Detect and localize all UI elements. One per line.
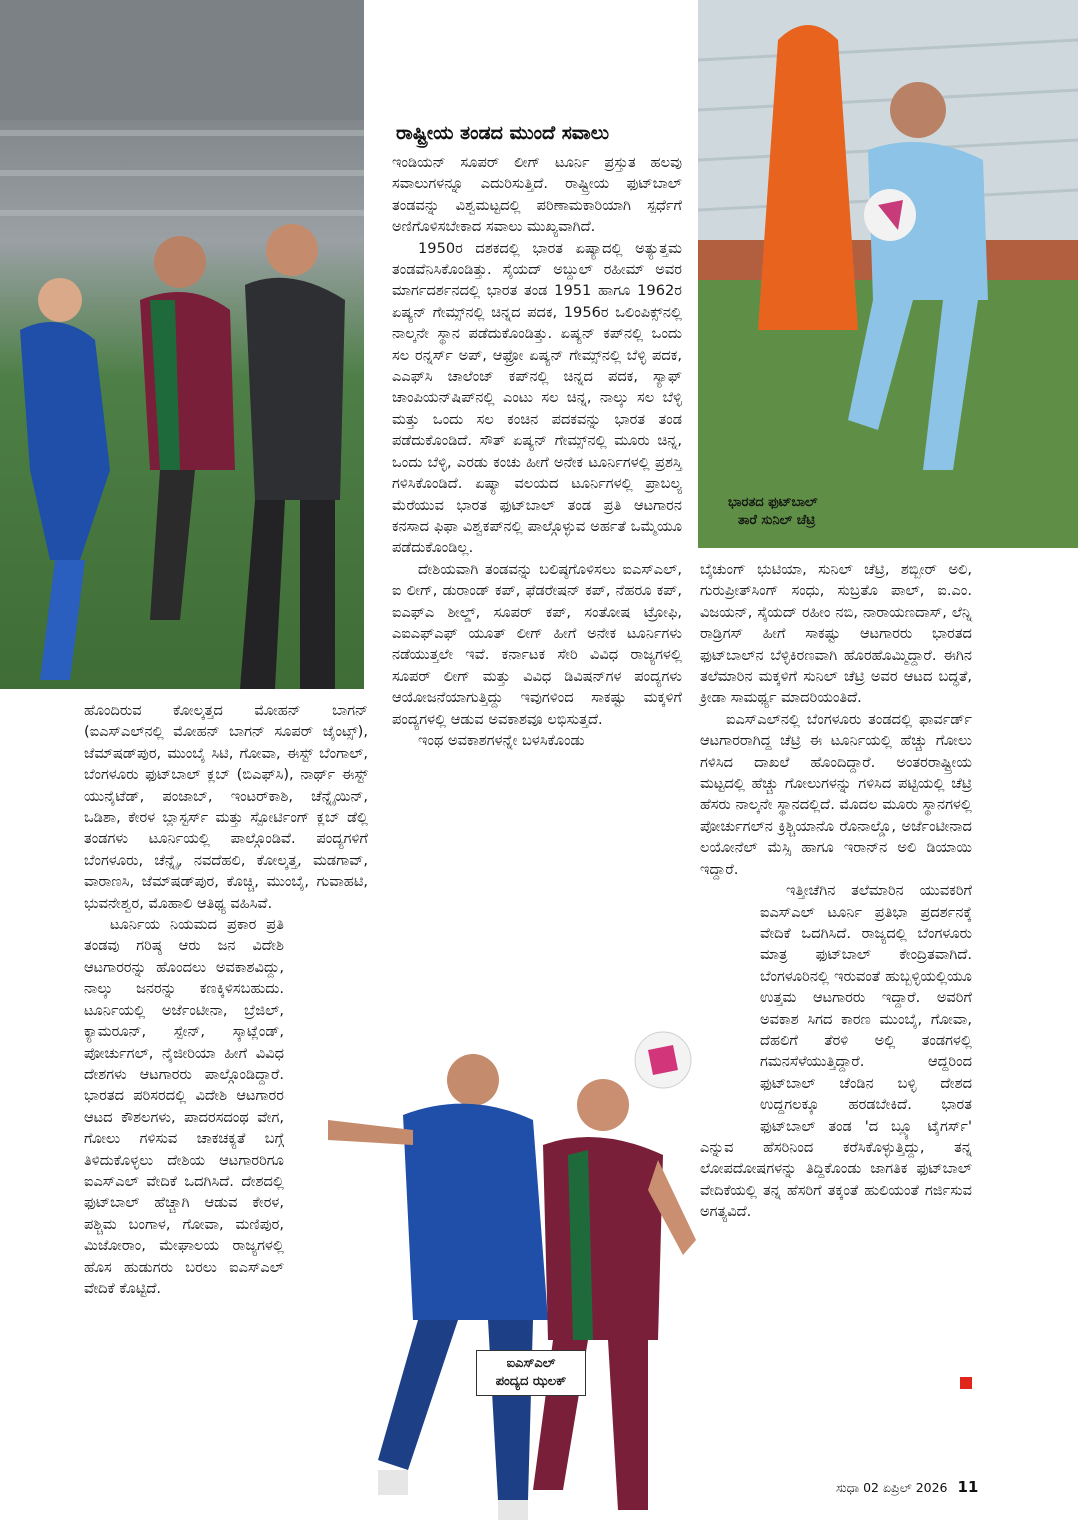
article-end-mark — [960, 1377, 972, 1389]
footer-publication: ಸುಧಾ 02 ಏಪ್ರಿಲ್ 2026 — [836, 1480, 948, 1495]
paragraph: ಹೊಂದಿರುವ ಕೋಲ್ಕತ್ತದ ಮೋಹನ್ ಬಾಗನ್ (ಐಎಸ್‌ಎಲ್‌ನಲ್ಲಿ ಮೋಹನ್ ಬಾಗನ್ ಸೂಪರ್ ಜೈಂಟ್ಸ್), ಜೆಮ್‌ಷಡ್‌ಪುರ, ಮುಂಬೈ ಸಿಟಿ, ಗೋವಾ, ಈಸ್ಟ್ ಬೆಂಗಾಲ್, ಬೆಂಗಳೂರು ಫುಟ್‌ಬಾಲ್ ಕ್ಲಬ್ (ಬಿಎಫ್‌ಸಿ), ನಾರ್ಥ್ ಈಸ್ಟ್ ಯುನೈಟೆಡ್, ಪಂಜಾಬ್, ಇಂಟರ್‌ಕಾಶಿ, ಚೆನ್ನೈಯಿನ್, ಒಡಿಶಾ, ಕೇರಳ ಬ್ಲಾಸ್ಟರ್ಸ್ ಮತ್ತು ಸ್ಪೋರ್ಟಿಂಗ್ ಕ್ಲಬ್ ಡೆಲ್ಲಿ ತಂಡಗಳು ಟೂರ್ನಿಯಲ್ಲಿ ಪಾಲ್ಗೊಂಡಿವೆ. ಪಂದ್ಯಗಳಿಗೆ ಬೆಂಗಳೂರು, ಚೆನ್ನೈ, ನವದೆಹಲಿ, ಕೋಲ್ಕತ್ತ, ಮಡಗಾವ್, ವಾರಾಣಸಿ, ಜೆಮ್‌ಷಡ್‌ಪುರ, ಕೊಚ್ಚಿ, ಮುಂಬೈ, ಗುವಾಹಟಿ, ಭುವನೇಶ್ವರ, ಮೊಹಾಲಿ ಆತಿಥ್ಯ ವಹಿಸಿವೆ. — [84, 702, 368, 912]
paragraph: ಬೈಚುಂಗ್ ಭುಟಿಯಾ, ಸುನಿಲ್ ಚೆಟ್ರಿ, ಶಬ್ಬೀರ್ ಅಲಿ, ಗುರುಪ್ರೀತ್‌ಸಿಂಗ್ ಸಂಧು, ಸುಬ್ರತೊ ಪಾಲ್, ಐ.ಎಂ. ವಿಜಯನ್, ಸೈಯದ್ ರಹೀಂ ನಬಿ, ನಾರಾಯಣದಾಸ್, ಲೆನ್ನಿ ರಾಡ್ರಿಗಸ್ ಹೀಗೆ ಸಾಕಷ್ಟು ಆಟಗಾರರು ಭಾರತದ ಫುಟ್‌ಬಾಲ್‌ನ ಬೆಳ್ಳಿಕಿರಣವಾಗಿ ಹೊರಹೊಮ್ಮಿದ್ದಾರೆ. ಈಗಿನ ತಲೆಮಾರಿನ ಮಕ್ಕಳಿಗೆ ಸುನಿಲ್ ಚೆಟ್ರಿ ಅವರ ಆಟದ ಬದ್ಧತೆ, ಕ್ರೀಡಾ ಸಾಮರ್ಥ್ಯ ಮಾದರಿಯಂತಿದೆ. — [700, 561, 972, 707]
chhetri-photo — [698, 0, 1078, 548]
section-heading: ರಾಷ್ಟ್ರೀಯ ತಂಡದ ಮುಂದೆ ಸವಾಲು — [396, 122, 610, 144]
paragraph: ದೇಶಿಯವಾಗಿ ತಂಡವನ್ನು ಬಲಿಷ್ಠಗೊಳಿಸಲು ಐಎಸ್‌ಎಲ್, ಐ ಲೀಗ್, ಡುರಾಂಡ್ ಕಪ್, ಫೆಡರೇಷನ್ ಕಪ್, ನೆಹರೂ ಕಪ್, ಐಎಫ್‌ಎ ಶೀಲ್ಡ್, ಸೂಪರ್ ಕಪ್, ಸಂತೋಷ ಟ್ರೋಫಿ, ಎಐಎಫ್‌ಎಫ್ ಯೂತ್ ಲೀಗ್ ಹೀಗೆ ಅನೇಕ ಟೂರ್ನಿಗಳು ನಡೆಯುತ್ತಲೇ ಇವೆ. ಕರ್ನಾಟಕ ಸೇರಿ ವಿವಿಧ ರಾಜ್ಯಗಳಲ್ಲಿ ಸೂಪರ್ ಲೀಗ್ ಮತ್ತು ವಿವಿಧ ಡಿವಿಷನ್‌ಗಳ ಪಂದ್ಯಗಳು ಆಯೋಜನೆಯಾಗುತ್ತಿದ್ದು ಇವುಗಳಿಂದ ಸಾಕಷ್ಟು ಮಕ್ಕಳಿಗೆ ಪಂದ್ಯಗಳಲ್ಲಿ ಆಡುವ ಅವಕಾಶವೂ ಲಭಿಸುತ್ತದೆ. — [392, 560, 682, 728]
caption-line: ತಾರೆ ಸುನಿಲ್ ಚೆಟ್ರಿ — [738, 513, 816, 528]
caption-line: ಐಎಸ್‌ಎಲ್ — [506, 1356, 556, 1371]
paragraph: ಇತ್ತೀಚೆಗಿನ ತಲೆಮಾರಿನ ಯುವಕರಿಗೆ ಐಎಸ್‌ಎಲ್ ಟೂರ್ನಿ ಪ್ರತಿಭಾ ಪ್ರದರ್ಶನಕ್ಕೆ ವೇದಿಕೆ ಒದಗಿಸಿದೆ. ರಾಜ್ಯದಲ್ಲಿ ಬೆಂಗಳೂರು ಮಾತ್ರ ಫುಟ್‌ಬಾಲ್ ಕೇಂದ್ರಿತವಾಗಿದೆ. ಬೆಂಗಳೂರಿನಲ್ಲಿ ಇರುವಂತೆ ಹುಬ್ಬಳ್ಳಿಯಲ್ಲಿಯೂ ಉತ್ತಮ ಆಟಗಾರರು ಇದ್ದಾರೆ. ಅವರಿಗೆ ಅವಕಾಶ ಸಿಗದ ಕಾರಣ ಮುಂಬೈ, ಗೋವಾ, ದೆಹಲಿಗೆ ತೆರಳಿ ಅಲ್ಲಿ ತಂಡಗಳಲ್ಲಿ ಗಮನಸೆಳೆಯುತ್ತಿದ್ದಾರೆ. ಆದ್ದರಿಂದ ಫುಟ್‌ಬಾಲ್ ಚೆಂಡಿನ ಬಳ್ಳಿ ದೇಶದ ಉದ್ದಗಲಕ್ಕೂ ಹರಡಬೇಕಿದೆ. ಭಾರತ ಫುಟ್‌ಬಾಲ್ ತಂಡ 'ದ ಬ್ಲ್ಯೂ ಟೈಗರ್ಸ್' ಎನ್ನುವ ಹೆಸರಿನಿಂದ ಕರೆಸಿಕೊಳ್ಳುತ್ತಿದ್ದು, ತನ್ನ ಲೋಪದೋಷಗಳನ್ನು ತಿದ್ದಿಕೊಂಡು ಜಾಗತಿಕ ಫುಟ್‌ಬಾಲ್ ವೇದಿಕೆಯಲ್ಲಿ ತನ್ನ ಹೆಸರಿಗೆ ತಕ್ಕಂತೆ ಹುಲಿಯಂತೆ ಗರ್ಜಿಸುವ ಅಗತ್ಯವಿದೆ. — [700, 882, 972, 1221]
caption-line: ಪಂದ್ಯದ ಝಲಕ್ — [495, 1374, 567, 1389]
article-column-middle — [392, 152, 682, 751]
paragraph: ಐಎಸ್‌ಎಲ್‌ನಲ್ಲಿ ಬೆಂಗಳೂರು ತಂಡದಲ್ಲಿ ಫಾರ್ವರ್ಡ್ ಆಟಗಾರರಾಗಿದ್ದ ಚೆಟ್ರಿ ಈ ಟೂರ್ನಿಯಲ್ಲಿ ಹೆಚ್ಚು ಗೋಲು ಗಳಿಸಿದ ದಾಖಲೆ ಹೊಂದಿದ್ದಾರೆ. ಅಂತರರಾಷ್ಟ್ರೀಯ ಮಟ್ಟದಲ್ಲಿ ಹೆಚ್ಚು ಗೋಲುಗಳನ್ನು ಗಳಿಸಿದ ಪಟ್ಟಿಯಲ್ಲಿ ಚೆಟ್ರಿ ಹೆಸರು ನಾಲ್ಕನೇ ಸ್ಥಾನದಲ್ಲಿದೆ. ಮೊದಲ ಮೂರು ಸ್ಥಾನಗಳಲ್ಲಿ ಪೋರ್ಚುಗಲ್‌ನ ಕ್ರಿಶ್ಚಿಯಾನೊ ರೊನಾಲ್ಡೊ, ಅರ್ಜೆಂಟೀನಾದ ಲಯೋನೆಲ್ ಮೆಸ್ಸಿ ಹಾಗೂ ಇರಾನ್‌ನ ಅಲಿ ಡಿಯಾಯಿ ಇದ್ದಾರೆ. — [700, 710, 972, 878]
wrap-spacer — [700, 940, 760, 1120]
chhetri-caption — [728, 494, 818, 530]
page-footer — [836, 1478, 978, 1496]
paragraph: ಇಂಥ ಅವಕಾಶಗಳನ್ನೇ ಬಳಸಿಕೊಂಡು — [418, 731, 585, 749]
match-photo-left — [0, 0, 364, 689]
paragraph: 1950ರ ದಶಕದಲ್ಲಿ ಭಾರತ ಏಷ್ಯಾದಲ್ಲಿ ಅತ್ಯುತ್ತಮ ತಂಡವೆನಿಸಿಕೊಂಡಿತ್ತು. ಸೈಯದ್ ಅಬ್ದುಲ್ ರಹೀಮ್ ಅವರ ಮಾರ್ಗದರ್ಶನದಲ್ಲಿ ಭಾರತ ತಂಡ 1951 ಹಾಗೂ 1962ರ ಏಷ್ಯನ್ ಗೇಮ್ಸ್‌ನಲ್ಲಿ ಚಿನ್ನದ ಪದಕ, 1956ರ ಒಲಿಂಪಿಕ್ಸ್‌ನಲ್ಲಿ ನಾಲ್ಕನೇ ಸ್ಥಾನ ಪಡೆದುಕೊಂಡಿತ್ತು. ಏಷ್ಯನ್ ಕಪ್‌ನಲ್ಲಿ ಒಂದು ಸಲ ರನ್ನರ್ಸ್ ಅಪ್, ಆಫ್ರೋ ಏಷ್ಯನ್ ಗೇಮ್ಸ್‌ನಲ್ಲಿ ಬೆಳ್ಳಿ ಪದಕ, ಎಎಫ್‌ಸಿ ಚಾಲೆಂಜ್ ಕಪ್‌ನಲ್ಲಿ ಚಿನ್ನದ ಪದಕ, ಸ್ಯಾಫ್ ಚಾಂಪಿಯನ್‌ಷಿಪ್‌ನಲ್ಲಿ ಎಂಟು ಸಲ ಚಿನ್ನ, ನಾಲ್ಕು ಸಲ ಬೆಳ್ಳಿ ಮತ್ತು ಒಂದು ಸಲ ಕಂಚಿನ ಪದಕವನ್ನು ಭಾರತ ತಂಡ ಪಡೆದುಕೊಂಡಿದೆ. ಸೌತ್ ಏಷ್ಯನ್ ಗೇಮ್ಸ್‌ನಲ್ಲಿ ಮೂರು ಚಿನ್ನ, ಒಂದು ಬೆಳ್ಳಿ, ಎರಡು ಕಂಚು ಹೀಗೆ ಅನೇಕ ಟೂರ್ನಿಗಳಲ್ಲಿ ಪ್ರಶಸ್ತಿ ಗಳಿಸಿಕೊಂಡಿದೆ. ಏಷ್ಯಾ ವಲಯದ ಟೂರ್ನಿಗಳಲ್ಲಿ ಪ್ರಾಬಲ್ಯ ಮೆರೆಯುವ ಭಾರತ ಫುಟ್‌ಬಾಲ್ ತಂಡ ಪ್ರತಿ ಆಟಗಾರನ ಕನಸಾದ ಫಿಫಾ ವಿಶ್ವಕಪ್‌ನಲ್ಲಿ ಪಾಲ್ಗೊಳ್ಳುವ ಅರ್ಹತೆ ಒಮ್ಮೆಯೂ ಪಡೆದುಕೊಂಡಿಲ್ಲ. — [392, 239, 682, 557]
page-number: 11 — [957, 1478, 979, 1496]
caption-line: ಭಾರತದ ಫುಟ್‌ಬಾಲ್ — [728, 495, 818, 510]
paragraph: ಟೂರ್ನಿಯ ನಿಯಮದ ಪ್ರಕಾರ ಪ್ರತಿ ತಂಡವು ಗರಿಷ್ಠ ಆರು ಜನ ವಿದೇಶಿ ಆಟಗಾರರನ್ನು ಹೊಂದಲು ಅವಕಾಶವಿದ್ದು, ನಾಲ್ಕು ಜನರನ್ನು ಕಣಕ್ಕಿಳಿಸಬಹುದು. ಟೂರ್ನಿಯಲ್ಲಿ ಅರ್ಜೆಂಟೀನಾ, ಬ್ರೆಜಿಲ್, ಕ್ಯಾಮರೂನ್, ಸ್ಪೇನ್, ಸ್ಕಾಟ್ಲೆಂಡ್, ಪೋರ್ಚುಗಲ್, ನೈಜೀರಿಯಾ ಹೀಗೆ ವಿವಿಧ ದೇಶಗಳು ಆಟಗಾರರು ಪಾಲ್ಗೊಂಡಿದ್ದಾರೆ. ಭಾರತದ ಪರಿಸರದಲ್ಲಿ ವಿದೇಶಿ ಆಟಗಾರರ ಆಟದ ಕೌಶಲಗಳು, ಪಾದರಸದಂಥ ವೇಗ, ಗೋಲು ಗಳಿಸುವ ಚಾಕಚಕ್ಯತೆ ಬಗ್ಗೆ ತಿಳಿದುಕೊಳ್ಳಲು ದೇಶಿಯ ಆಟಗಾರರಿಗೂ ಐಎಸ್‌ಎಲ್ ವೇದಿಕೆ ಒದಗಿಸಿದೆ. ದೇಶದಲ್ಲಿ ಫುಟ್‌ಬಾಲ್ ಹೆಚ್ಚಾಗಿ ಆಡುವ ಕೇರಳ, ಪಶ್ಚಿಮ ಬಂಗಾಳ, ಗೋವಾ, ಮಣಿಪುರ, ಮಿಜೋರಾಂ, ಮೇಘಾಲಯ ರಾಜ್ಯಗಳಲ್ಲಿ ಹೊಸ ಹುಡುಗರು ಬರಲು ಐಎಸ್‌ಎಲ್ ವೇದಿಕೆ ಕೊಟ್ಟಿದೆ. — [84, 916, 284, 1297]
isl-match-cutout — [318, 1020, 698, 1525]
article-column-right — [700, 559, 972, 1223]
paragraph: ಇಂಡಿಯನ್ ಸೂಪರ್ ಲೀಗ್ ಟೂರ್ನಿ ಪ್ರಸ್ತುತ ಹಲವು ಸವಾಲುಗಳನ್ನೂ ಎದುರಿಸುತ್ತಿದೆ. ರಾಷ್ಟ್ರೀಯ ಫುಟ್‌ಬಾಲ್ ತಂಡವನ್ನು ವಿಶ್ವಮಟ್ಟದಲ್ಲಿ ಪರಿಣಾಮಕಾರಿಯಾಗಿ ಸ್ಪರ್ಧೆಗೆ ಅಣಿಗೊಳಿಸಬೇಕಾದ ಸವಾಲು ಮುಖ್ಯವಾಗಿದೆ. — [392, 154, 682, 236]
isl-caption — [476, 1350, 586, 1396]
